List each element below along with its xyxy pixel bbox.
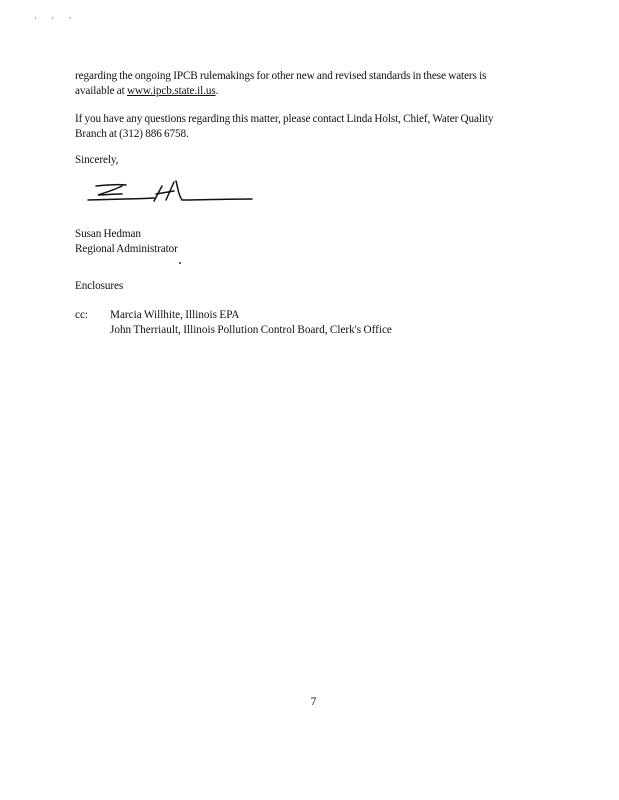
handwritten-signature	[86, 174, 256, 208]
signature-s-stroke	[98, 186, 122, 195]
paragraph-contact	[75, 112, 555, 142]
signatory-name: Susan Hedman	[75, 228, 141, 240]
ipcb-website-link[interactable]: www.ipcb.state.il.us	[126, 85, 216, 97]
cc-recipient-list	[110, 308, 392, 338]
signatory-title: Regional Administrator	[75, 243, 178, 255]
availability-prefix: available at	[75, 85, 127, 97]
page-number: 7	[310, 696, 317, 708]
paragraph-rulemakings-line-2	[75, 84, 555, 99]
scan-specks: · · ·	[34, 13, 78, 23]
availability-suffix: .	[215, 85, 219, 97]
paragraph-rulemakings-line-1: regarding the ongoing IPCB rulemakings for other new and revised standards in these waters is	[75, 70, 487, 82]
cc-recipient: John Therriault, Illinois Pollution Control Board, Clerk's Office	[110, 324, 392, 336]
cc-recipient: Marcia Willhite, Illinois EPA	[110, 309, 240, 321]
signature-underline	[88, 198, 154, 200]
signature-tail	[176, 181, 252, 200]
enclosures-label: Enclosures	[75, 280, 124, 292]
closing-salutation: Sincerely,	[75, 154, 119, 166]
paragraph-contact-line-1: If you have any questions regarding this matter, please contact Linda Holst, Chief, Water Quality	[75, 113, 494, 125]
scan-dot	[179, 262, 181, 264]
signatory-block	[75, 227, 555, 257]
paragraph-contact-line-2: Branch at (312) 886 6758.	[75, 128, 189, 140]
paragraph-rulemakings	[75, 69, 555, 99]
cc-label: cc:	[75, 309, 89, 321]
